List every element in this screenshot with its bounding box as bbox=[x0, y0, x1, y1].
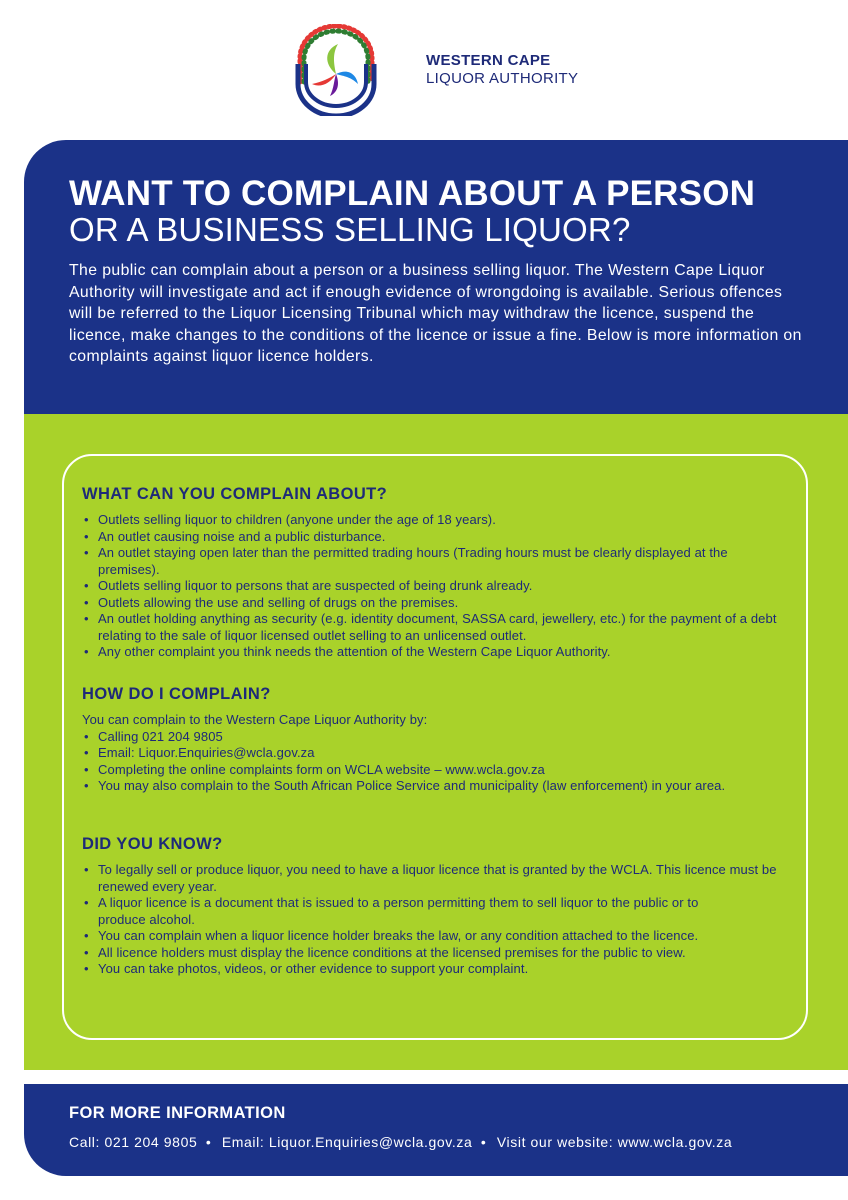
list-item: • You can complain when a liquor licence holder breaks the law, or any condition attached to the licence. bbox=[82, 928, 738, 945]
list-item: • Outlets allowing the use and selling of drugs on the premises. bbox=[82, 595, 792, 612]
dotted-divider-bottom bbox=[24, 1072, 848, 1082]
section-heading-how-to-complain: HOW DO I COMPLAIN? bbox=[82, 685, 271, 703]
footer-panel bbox=[24, 1084, 848, 1176]
list-item: • You can take photos, videos, or other evidence to support your complaint. bbox=[82, 961, 792, 978]
hero-title-line1: WANT TO COMPLAIN ABOUT A PERSON bbox=[69, 174, 756, 213]
did-you-know-list bbox=[82, 862, 792, 978]
footer-contacts: Call: 021 204 9805 • Email: Liquor.Enquiries@wcla.gov.za • Visit our website: www.wcla.gov.za bbox=[69, 1134, 733, 1150]
footer-call: Call: 021 204 9805 bbox=[69, 1134, 198, 1150]
list-item: • An outlet holding anything as security (e.g. identity document, SASSA card, jewellery, etc.) for the payment of a debt relating to the sale of liquor licensed outlet selling to an unlicensed outlet. bbox=[82, 611, 778, 644]
complain-about-list bbox=[82, 512, 792, 661]
footer-email-link[interactable]: Email: Liquor.Enquiries@wcla.gov.za bbox=[221, 1134, 473, 1150]
how-to-complain-list bbox=[82, 712, 792, 795]
footer-heading: FOR MORE INFORMATION bbox=[69, 1104, 286, 1122]
list-item: • An outlet causing noise and a public disturbance. bbox=[82, 529, 792, 546]
list-item: • A liquor licence is a document that is issued to a person permitting them to sell liquor to the public or to produce alcohol. bbox=[82, 895, 748, 928]
list-item: • To legally sell or produce liquor, you need to have a liquor licence that is granted by the WCLA. This licence must be renewed every year. bbox=[82, 862, 778, 895]
hero-panel bbox=[24, 140, 848, 414]
wcla-logo-icon bbox=[294, 24, 378, 116]
org-name-line2: LIQUOR AUTHORITY bbox=[426, 70, 579, 87]
footer-website-link[interactable]: Visit our website: www.wcla.gov.za bbox=[496, 1134, 733, 1150]
list-item: • All licence holders must display the licence conditions at the licensed premises for the public to view. bbox=[82, 945, 758, 962]
list-item: • Email: Liquor.Enquiries@wcla.gov.za bbox=[82, 745, 792, 762]
list-item: • Completing the online complaints form on WCLA website – www.wcla.gov.za bbox=[82, 762, 792, 779]
hero-title-line2: OR A BUSINESS SELLING LIQUOR? bbox=[69, 211, 631, 248]
wcla-logo bbox=[294, 24, 378, 116]
section-heading-complain-about: WHAT CAN YOU COMPLAIN ABOUT? bbox=[82, 485, 388, 503]
list-item: • Outlets selling liquor to persons that are suspected of being drunk already. bbox=[82, 578, 792, 595]
org-name-line1: WESTERN CAPE bbox=[426, 52, 551, 69]
list-item: • An outlet staying open later than the permitted trading hours (Trading hours must be clearly displayed at the premises). bbox=[82, 545, 738, 578]
list-item: • Calling 021 204 9805 bbox=[82, 729, 792, 746]
list-item: • Any other complaint you think needs the attention of the Western Cape Liquor Authority. bbox=[82, 644, 792, 661]
list-item: • Outlets selling liquor to children (anyone under the age of 18 years). bbox=[82, 512, 792, 529]
list-item: • You may also complain to the South African Police Service and municipality (law enforcement) in your area. bbox=[82, 778, 768, 795]
section-heading-did-you-know: DID YOU KNOW? bbox=[82, 835, 223, 853]
hero-intro: The public can complain about a person or a business selling liquor. The Western Cape Liquor Authority will investigate and act if enough evidence of wrongdoing is available. Serious offences will be referred to the Liquor Licensing Tribunal which may withdraw the licence, suspend the licence, make changes to the conditions of the licence or issue a fine. Below is more information on complaints against liquor licence holders. bbox=[69, 262, 802, 365]
org-name bbox=[426, 52, 578, 88]
how-to-lead: You can complain to the Western Cape Liquor Authority by: bbox=[82, 712, 428, 727]
